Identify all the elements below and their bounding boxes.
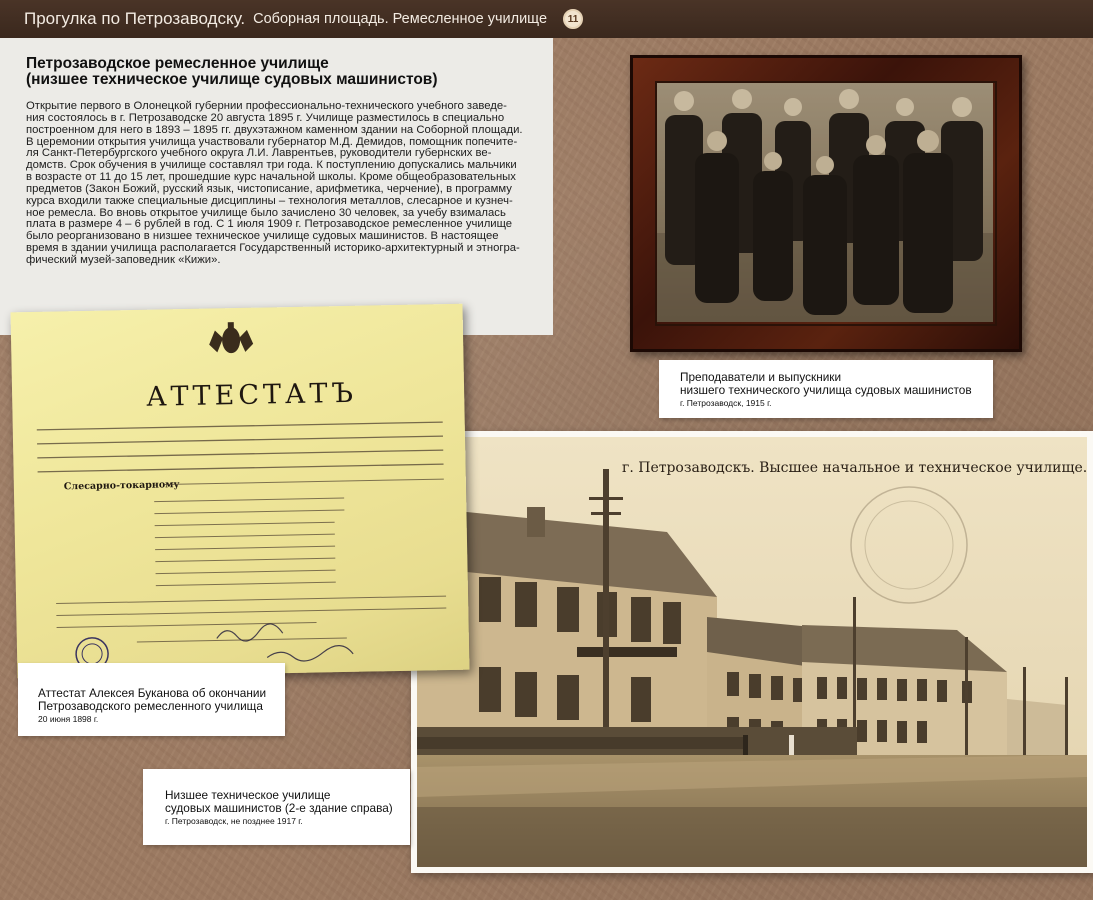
caption-line: низшего технического училища судовых машинистов xyxy=(680,382,972,397)
caption-line: Петрозаводского ремесленного училища xyxy=(38,698,263,713)
page-number-badge[interactable]: 11 xyxy=(563,9,583,29)
postcard-printed-caption: г. Петрозаводскъ. Высшее начальное и техническое училище. xyxy=(622,460,1087,476)
double-headed-eagle-icon xyxy=(209,322,254,354)
article-line: курса входили также специальные дисциплины – технология металлов, слесарное и кузнеч- xyxy=(26,194,513,207)
article-line: ния состоялось в г. Петрозаводске 20 августа 1895 г. Училище разместилось в специально xyxy=(26,111,505,124)
group-photo-caption xyxy=(659,360,993,418)
caption-line: Преподаватели и выпускники xyxy=(680,370,842,384)
group-photo[interactable] xyxy=(655,81,997,326)
postcard-image xyxy=(417,437,1087,867)
article-line: предметов (Закон Божий, русский язык, чистописание, арифметика, черчение), в программу xyxy=(26,182,512,195)
caption-date: 20 июня 1898 г. xyxy=(38,714,99,724)
article-line: время в здании училища располагается Государственный историко-архитектурный и этногра- xyxy=(26,242,520,255)
caption-date: г. Петрозаводск, не позднее 1917 г. xyxy=(165,816,303,826)
caption-line: Низшее техническое училище xyxy=(165,788,331,802)
article-line: домств. Срок обучения в училище составлял три года. К поступлению допускались мальчики xyxy=(26,159,517,172)
article-body xyxy=(26,101,535,267)
certificate-document[interactable] xyxy=(11,304,470,679)
header-subtitle: Соборная площадь. Ремесленное училище xyxy=(253,11,548,27)
group-photo-frame xyxy=(630,55,1022,352)
certificate-trade-line: Слесарно-токарному xyxy=(63,479,180,493)
certificate-caption xyxy=(18,663,285,736)
certificate-image xyxy=(11,304,470,679)
certificate-heading: АТТЕСТАТЪ xyxy=(145,377,358,413)
caption-line: Аттестат Алексея Буканова об окончании xyxy=(38,686,267,700)
article-title xyxy=(26,56,535,88)
article-line: В церемонии открытия училища участвовали губернатор М.Д. Демидов, помощник попечите- xyxy=(26,135,518,148)
article-line: ное ремесла. Во вновь открытое училище было зачислено 30 человек, за учебу взималась xyxy=(26,206,506,219)
postcard-photo[interactable] xyxy=(411,431,1093,873)
postcard-caption xyxy=(143,769,410,845)
article-panel xyxy=(0,38,553,335)
header-title: Прогулка по Петрозаводску. xyxy=(24,9,246,28)
caption-date: г. Петрозаводск, 1915 г. xyxy=(680,398,772,408)
article-title-line2: (низшее техническое училище судовых машинистов) xyxy=(26,71,438,88)
article-line: было реорганизовано в низшее техническое училище судовых машинистов. В настоящее xyxy=(26,230,499,243)
article-line: ля Санкт-Петербургского учебного округа Л.И. Лаврентьев, руководители губернских ве- xyxy=(26,147,492,160)
header-bar xyxy=(0,0,1093,38)
article-line: плата в размере 4 – 6 рублей в год. С 1 июля 1909 г. Петрозаводское ремесленное училище xyxy=(26,218,513,231)
article-line: в возрасте от 11 до 15 лет, прошедшие курс начальной школы. Кроме общеобразовательных xyxy=(26,171,516,184)
article-line: Открытие первого в Олонецкой губернии профессионально-технического учебного заведе- xyxy=(26,100,507,112)
group-photo-image xyxy=(657,83,993,322)
article-line: фический музей-заповедник «Кижи». xyxy=(26,253,221,266)
article-line: построенном для него в 1893 – 1895 гг. двухэтажном каменном здании на Соборной площади. xyxy=(26,123,523,136)
caption-line: судовых машинистов (2-е здание справа) xyxy=(165,800,393,815)
article-title-line1: Петрозаводское ремесленное училище xyxy=(26,55,329,72)
